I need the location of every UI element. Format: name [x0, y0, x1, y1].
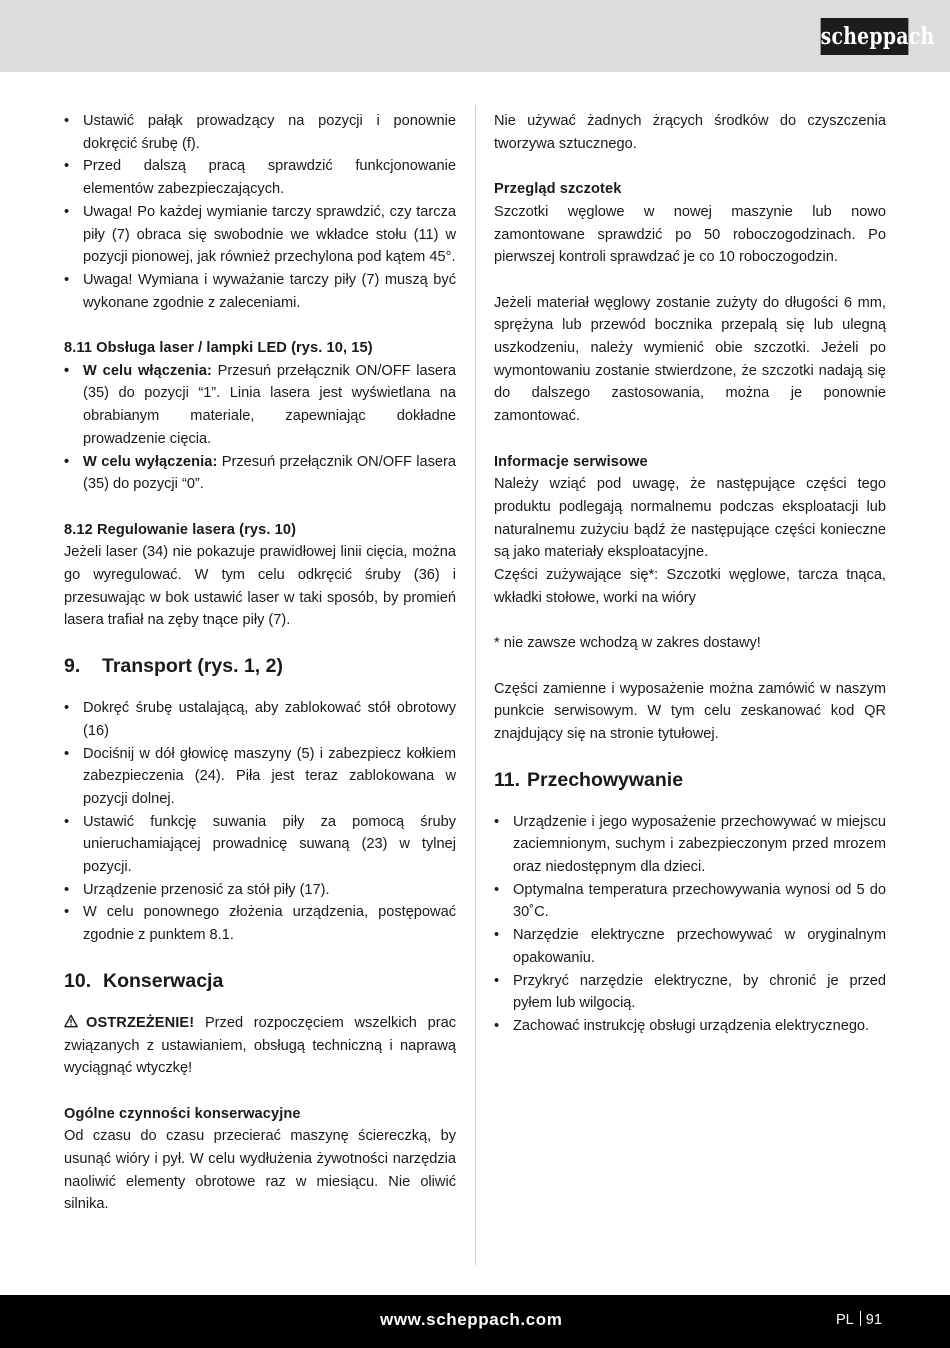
- column-divider: [475, 105, 476, 1265]
- right-column: [494, 110, 886, 1038]
- warning-paragraph: [64, 1012, 456, 1080]
- list-item: • Uwaga! Po każdej wymianie tarczy sprawdzić, czy tarcza piły (7) obraca się swobodnie we wkładce stołu (11) w pozycji pionowej, jak również przechylona pod kątem 45°.: [64, 201, 456, 269]
- list-item: • Zachować instrukcję obsługi urządzenia elektrycznego.: [494, 1015, 886, 1038]
- section-8-12-title: 8.12 Regulowanie lasera (rys. 10): [64, 521, 297, 538]
- laser-on-text: Przesuń przełącznik ON/OFF lasera (35) do pozycji “1”. Linia lasera jest wyświetlana na obrabianym materiale, zapewniając dokładne prowadzenie cięcia.: [83, 362, 456, 447]
- cleaning-text: Nie używać żadnych żrących środków do czyszczenia tworzywa sztucznego.: [494, 113, 886, 152]
- list-item: • Uwaga! Wymiana i wyważanie tarczy piły (7) muszą być wykonane zgodnie z zaleceniami.: [64, 269, 456, 314]
- general-maintenance-text: Od czasu do czasu przecierać maszynę ściereczką, by usunąć wióry i pył. W celu wydłużenia żywotności narzędzia naoliwić elementy obrotowe raz w miesiącu. Nie oliwić silnika.: [64, 1128, 456, 1213]
- service-note: * nie zawsze wchodzą w zakres dostawy!: [494, 635, 761, 652]
- list-item: • Urządzenie i jego wyposażenie przechowywać w miejscu zaciemnionym, suchym i zabezpieczonym przed mrozem oraz niedostępnym dla dzieci.: [494, 811, 886, 879]
- warning-text: Przed rozpoczęciem wszelkich prac związanych z ustawianiem, obsługą techniczną i naprawą wyciągnąć wtyczkę!: [64, 1014, 456, 1077]
- brushes-text-2: Jeżeli materiał węglowy zostanie zużyty do długości 6 mm, sprężyna lub przewód bocznika przepalą się lub ulegną uszkodzeniu, należy wymienić obie szczotki. Jeżeli po wymontowaniu zostanie stwierdzone, że szczotki nadają się do dalszego zastosowania, można je ponownie zamontować.: [494, 294, 886, 425]
- service-text-3: Części zamienne i wyposażenie można zamówić w naszym punkcie serwisowym. W tym celu zeskanować kod QR znajdujący się na stronie tytułowej.: [494, 680, 886, 742]
- footer-bar: [0, 1295, 950, 1348]
- laser-off-label: W celu wyłączenia:: [83, 453, 218, 470]
- laser-off-text: Przesuń przełącznik ON/OFF lasera (35) do pozycji “0”.: [83, 453, 456, 493]
- section-11-heading: 11. Przechowywanie: [494, 768, 684, 791]
- intro-bullet-list: [64, 110, 456, 314]
- warning-triangle-icon: [64, 1014, 78, 1028]
- list-item: • Ustawić funkcję suwania piły za pomocą śruby unieruchamiającej prowadnicę suwaną (23) w tylnej pozycji.: [64, 811, 456, 879]
- header-band: [0, 0, 950, 72]
- footer-url[interactable]: www.scheppach.com: [380, 1310, 563, 1329]
- section-9-heading: 9. Transport (rys. 1, 2): [64, 655, 283, 678]
- service-title: Informacje serwisowe: [494, 453, 648, 470]
- list-item: • Przed dalszą pracą sprawdzić funkcjonowanie elementów zabezpieczających.: [64, 155, 456, 200]
- left-column: [64, 110, 456, 1216]
- list-item: • Przykryć narzędzie elektryczne, by chronić je przed pyłem lub wilgocią.: [494, 970, 886, 1015]
- service-text-2: Części zużywające się*: Szczotki węglowe, tarcza tnąca, wkładki stołowe, worki na wióry: [494, 567, 886, 606]
- brushes-text-1: Szczotki węglowe w nowej maszynie lub nowo zamontowane sprawdzić po 50 roboczogodzinach. Po pierwszej kontroli sprawdzać je co 10 roboczogodzin.: [494, 203, 886, 266]
- list-item: • Urządzenie przenosić za stół piły (17).: [64, 879, 456, 902]
- list-item: [64, 360, 456, 451]
- page-indicator: [836, 1311, 882, 1328]
- section-8-11-title: 8.11 Obsługa laser / lampki LED (rys. 10, 15): [64, 340, 373, 357]
- list-item: • Narzędzie elektryczne przechowywać w oryginalnym opakowaniu.: [494, 924, 886, 969]
- page-separator: [860, 1311, 861, 1326]
- list-item: • Dokręć śrubę ustalającą, aby zablokować stół obrotowy (16): [64, 697, 456, 742]
- brushes-title: Przegląd szczotek: [494, 181, 622, 198]
- general-maintenance-title: Ogólne czynności konserwacyjne: [64, 1105, 301, 1122]
- section-8-12-text: Jeżeli laser (34) nie pokazuje prawidłowej linii cięcia, można go wyregulować. W tym celu odkręcić śruby (36) i przesuwając w bok ustawić laser w taki sposób, by promień lasera trafiał na zęby tnące piły (7).: [64, 544, 456, 629]
- list-item: [64, 451, 456, 496]
- warning-label: OSTRZEŻENIE!: [86, 1014, 195, 1031]
- service-text-1: Należy wziąć pod uwagę, że następujące części tego produktu podlegają normalnemu podczas eksploatacji lub naturalnemu zużyciu bądź że następujące części konieczne są jako materiały eksploatacyjne.: [494, 476, 886, 561]
- list-item: • W celu ponownego złożenia urządzenia, postępować zgodnie z punktem 8.1.: [64, 901, 456, 946]
- laser-bullet-list: [64, 360, 456, 496]
- list-item: • Dociśnij w dół głowicę maszyny (5) i zabezpiecz kołkiem zabezpieczenia (24). Piła jest teraz zablokowana w pozycji dolnej.: [64, 743, 456, 811]
- page-number: 91: [865, 1312, 882, 1328]
- laser-on-label: W celu włączenia:: [83, 362, 212, 379]
- language-code: PL: [836, 1312, 854, 1328]
- brand-logo: scheppach: [821, 18, 909, 55]
- list-item: • Optymalna temperatura przechowywania wynosi od 5 do 30˚C.: [494, 879, 886, 924]
- transport-bullet-list: [64, 697, 456, 947]
- list-item: • Ustawić pałąk prowadzący na pozycji i ponownie dokręcić śrubę (f).: [64, 110, 456, 155]
- section-10-heading: 10. Konserwacja: [64, 969, 224, 992]
- storage-bullet-list: [494, 811, 886, 1038]
